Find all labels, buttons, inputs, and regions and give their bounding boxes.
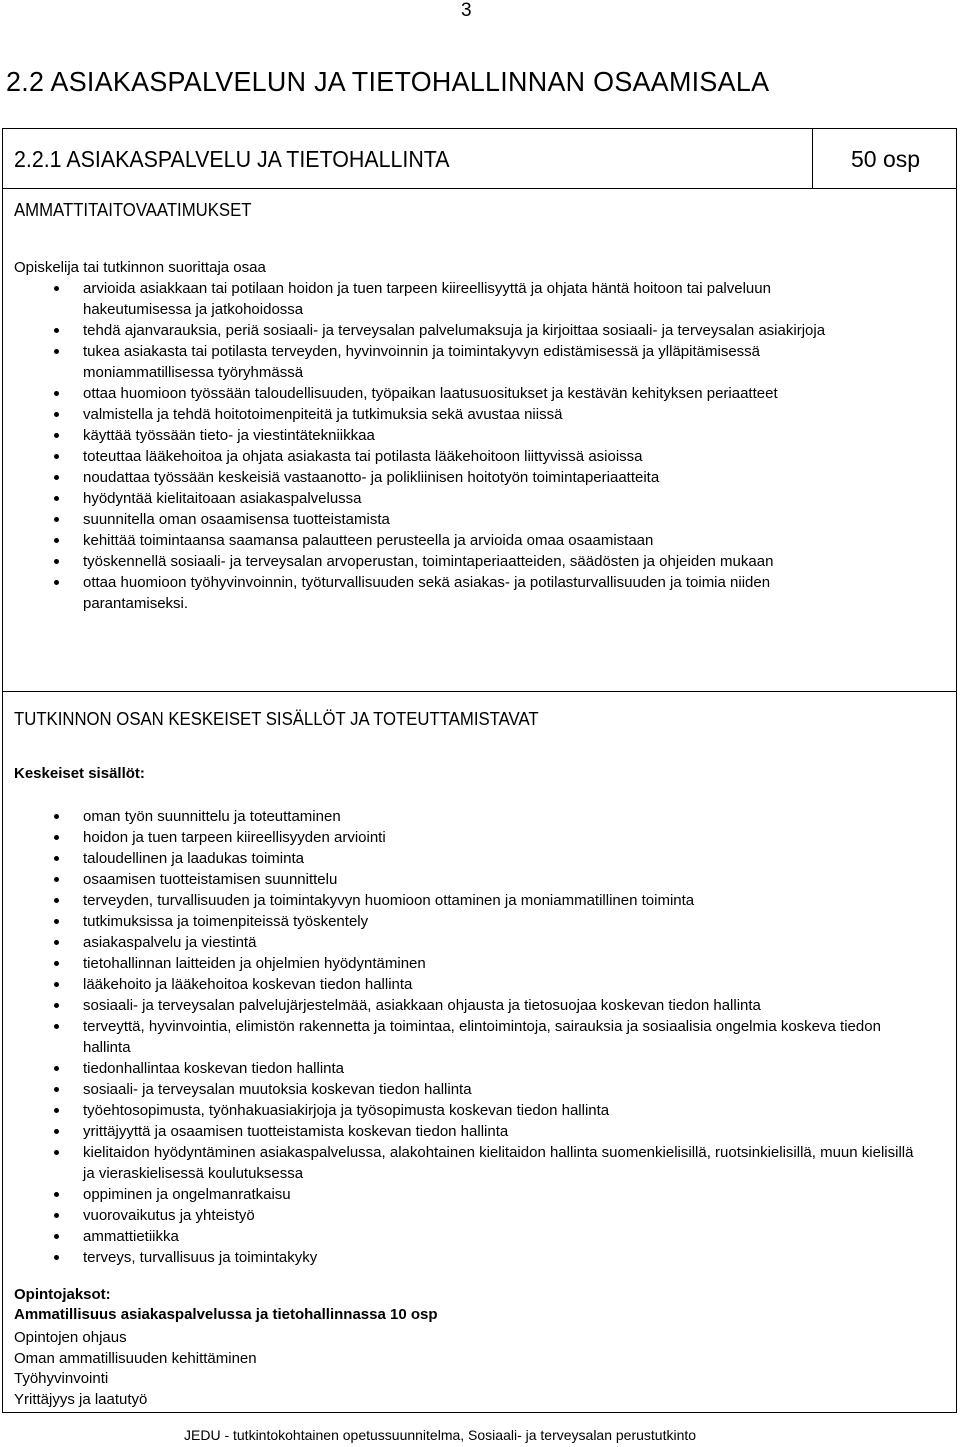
- core-content-label: Keskeiset sisällöt:: [14, 765, 145, 782]
- requirements-heading: AMMATTITAITOVAATIMUKSET: [14, 200, 252, 220]
- requirement-item: ottaa huomioon työhyvinvoinnin, työturvallisuuden sekä asiakas- ja potilasturvallisuuden ja toimia niiden parantamiseksi.: [16, 572, 846, 614]
- study-unit-item: Yrittäjyys ja laatutyö: [14, 1390, 148, 1408]
- study-units-label: Opintojaksot:: [14, 1286, 111, 1303]
- content-item: hoidon ja tuen tarpeen kiireellisyyden arviointi: [16, 827, 928, 848]
- study-unit-item: Työhyvinvointi: [14, 1370, 109, 1387]
- content-item: oppiminen ja ongelmanratkaisu: [16, 1184, 928, 1205]
- study-unit-item: Oman ammatillisuuden kehittäminen: [14, 1349, 257, 1367]
- requirements-intro: Opiskelija tai tutkinnon suorittaja osaa: [14, 259, 266, 276]
- content-item: asiakaspalvelu ja viestintä: [16, 932, 928, 953]
- unit-header-row: [3, 129, 956, 189]
- content-item: sosiaali- ja terveysalan muutoksia koskevan tiedon hallinta: [16, 1079, 928, 1100]
- requirement-item: työskennellä sosiaali- ja terveysalan arvoperustan, toimintaperiaatteiden, säädösten ja ohjeiden mukaan: [16, 551, 846, 572]
- content-item: terveyden, turvallisuuden ja toimintakyvyn huomioon ottaminen ja moniammatillinen toiminta: [16, 890, 928, 911]
- content-item: ammattietiikka: [16, 1226, 928, 1247]
- study-unit-item: Opintojen ohjaus: [14, 1329, 127, 1346]
- content-item: vuorovaikutus ja yhteistyö: [16, 1205, 928, 1226]
- requirement-item: arvioida asiakkaan tai potilaan hoidon ja tuen tarpeen kiireellisyyttä ja ohjata häntä hoitoon tai palveluun hakeutumisessa ja jatkohoidossa: [16, 278, 846, 320]
- content-item: sosiaali- ja terveysalan palvelujärjestelmää, asiakkaan ohjausta ja tietosuojaa koskevan tiedon hallinta: [16, 995, 928, 1016]
- content-item: tietohallinnan laitteiden ja ohjelmien hyödyntäminen: [16, 953, 928, 974]
- content-item: kielitaidon hyödyntäminen asiakaspalvelussa, alakohtainen kielitaidon hallinta suomenkielisillä, ruotsinkielisillä, muun kielisillä ja vieraskielisessä koulutuksessa: [16, 1142, 928, 1184]
- requirement-item: ottaa huomioon työssään taloudellisuuden, työpaikan laatusuositukset ja kestävän kehityksen periaatteet: [16, 383, 846, 404]
- core-content-list: [16, 806, 928, 1268]
- page-footer: JEDU - tutkintokohtainen opetussuunnitelma, Sosiaali- ja terveysalan perustutkinto: [184, 1427, 697, 1443]
- requirement-item: käyttää työssään tieto- ja viestintätekniikkaa: [16, 425, 846, 446]
- content-item: työehtosopimusta, työnhakuasiakirjoja ja työsopimusta koskevan tiedon hallinta: [16, 1100, 928, 1121]
- requirements-list: [16, 278, 846, 614]
- requirement-item: hyödyntää kielitaitoaan asiakaspalvelussa: [16, 488, 846, 509]
- requirements-box: [2, 128, 957, 692]
- requirement-item: tehdä ajanvarauksia, periä sosiaali- ja terveysalan palvelumaksuja ja kirjoittaa sosiaali- ja terveysalan asiakirjoja: [16, 320, 846, 341]
- requirement-item: tukea asiakasta tai potilasta terveyden, hyvinvoinnin ja toimintakyvyn edistämisessä ja ylläpitämisessä moniammatillisessa työryhmässä: [16, 341, 846, 383]
- requirement-item: suunnitella oman osaamisensa tuotteistamista: [16, 509, 846, 530]
- page-number: 3: [461, 0, 472, 21]
- unit-credits: 50 osp: [851, 146, 921, 172]
- content-heading: TUTKINNON OSAN KESKEISET SISÄLLÖT JA TOTEUTTAMISTAVAT: [14, 709, 539, 729]
- requirement-item: noudattaa työssään keskeisiä vastaanotto- ja polikliinisen hoitotyön toimintaperiaatteita: [16, 467, 846, 488]
- content-item: terveyttä, hyvinvointia, elimistön rakennetta ja toimintaa, elintoimintoja, sairauksia ja sosiaalisia ongelmia koskeva tiedon hallinta: [16, 1016, 928, 1058]
- content-item: tutkimuksissa ja toimenpiteissä työskentely: [16, 911, 928, 932]
- content-box: [2, 691, 957, 1413]
- content-item: tiedonhallintaa koskevan tiedon hallinta: [16, 1058, 928, 1079]
- requirement-item: toteuttaa lääkehoitoa ja ohjata asiakasta tai potilasta lääkehoitoon liittyvissä asioissa: [16, 446, 846, 467]
- content-item: terveys, turvallisuus ja toimintakyky: [16, 1247, 928, 1268]
- study-units-list: [14, 1328, 257, 1410]
- section-heading: 2.2 ASIAKASPALVELUN JA TIETOHALLINNAN OSAAMISALA: [6, 66, 770, 97]
- unit-divider: [812, 129, 813, 188]
- content-item: yrittäjyyttä ja osaamisen tuotteistamista koskevan tiedon hallinta: [16, 1121, 928, 1142]
- requirement-item: valmistella ja tehdä hoitotoimenpiteitä ja tutkimuksia sekä avustaa niissä: [16, 404, 846, 425]
- content-item: lääkehoito ja lääkehoitoa koskevan tiedon hallinta: [16, 974, 928, 995]
- content-item: taloudellinen ja laadukas toiminta: [16, 848, 928, 869]
- content-item: osaamisen tuotteistamisen suunnittelu: [16, 869, 928, 890]
- requirement-item: kehittää toimintaansa saamansa palautteen perusteella ja arvioida omaa osaamistaan: [16, 530, 846, 551]
- content-item: oman työn suunnittelu ja toteuttaminen: [16, 806, 928, 827]
- unit-title: 2.2.1 ASIAKASPALVELU JA TIETOHALLINTA: [14, 146, 450, 172]
- study-unit-main: Ammatillisuus asiakaspalvelussa ja tietohallinnassa 10 osp: [14, 1306, 438, 1323]
